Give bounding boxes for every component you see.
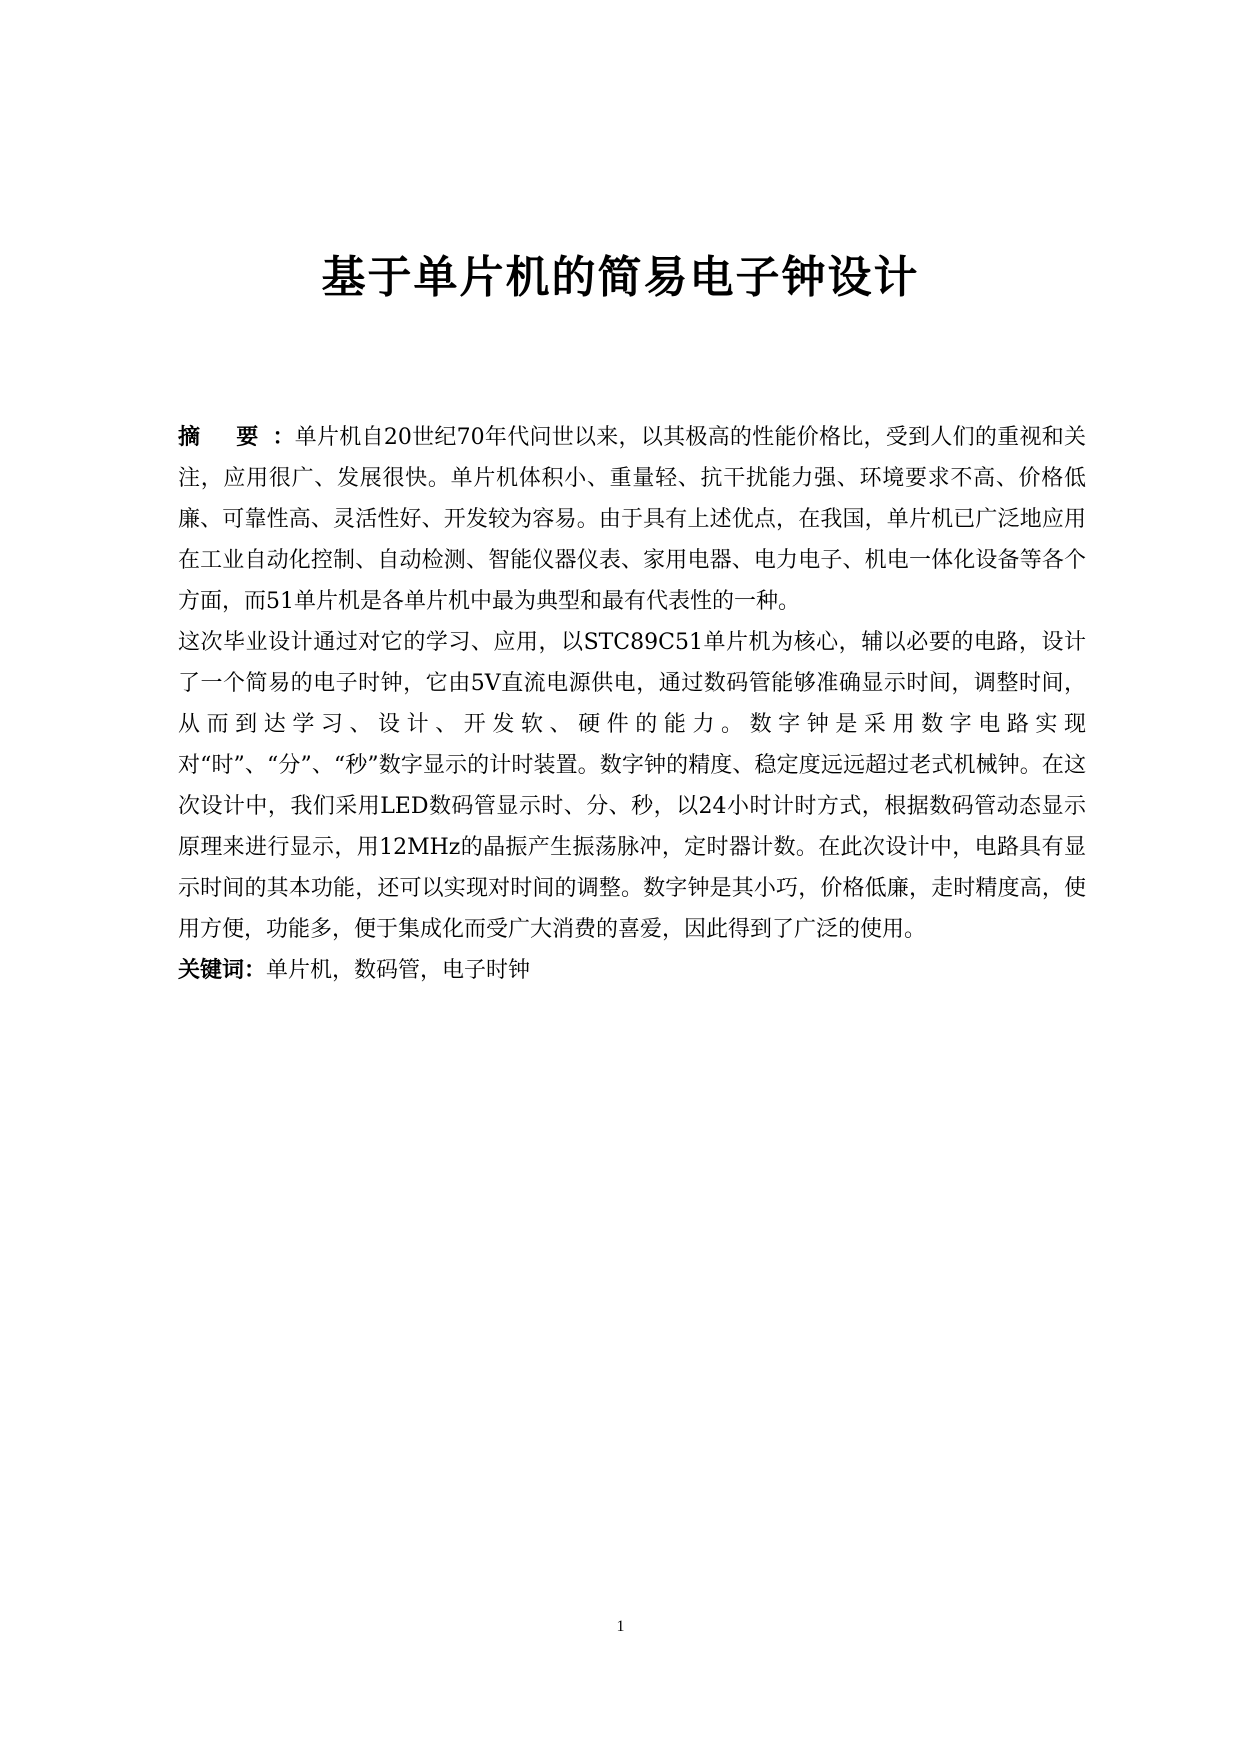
abstract-text-2: 这次毕业设计通过对它的学习、应用，以STC89C51单片机为核心，辅以必要的电路，设计了一个简易的电子时钟，它由5V直流电源供电，通过数码管能够准确显示时间，调整时间，从而到达学习、设计、开发软、硬件的能力。数字钟是采用数字电路实现对“时”、“分”、“秒”数字显示的计时装置。数字钟的精度、稳定度远远超过老式机械钟。在这次设计中，我们采用LED数码管显示时、分、秒，以24小时计时方式，根据数码管动态显示原理来进行显示，用12MHz的晶振产生振荡脉冲，定时器计数。在此次设计中，电路具有显示时间的其本功能，还可以实现对时间的调整。数字钟是其小巧，价格低廉，走时精度高，使用方便，功能多，便于集成化而受广大消费的喜爱，因此得到了广泛的使用。 <box>178 630 1086 942</box>
page-title: 基于单片机的简易电子钟设计 <box>321 252 920 303</box>
page-number: 1 <box>616 1618 625 1635</box>
abstract-label: 摘 要 <box>178 425 273 450</box>
keywords-label: 关键词 <box>178 958 245 983</box>
abstract-paragraph-2 <box>178 622 1086 950</box>
abstract-separator: ： <box>272 425 295 450</box>
abstract-text-1: 单片机自20世纪70年代问世以来，以其极高的性能价格比，受到人们的重视和关注，应用很广、发展很快。单片机体积小、重量轻、抗干扰能力强、环境要求不高、价格低廉、可靠性高、灵活性好、开发较为容易。由于具有上述优点，在我国，单片机已广泛地应用在工业自动化控制、自动检测、智能仪器仪表、家用电器、电力电子、机电一体化设备等各个方面，而51单片机是各单片机中最为典型和最有代表性的一种。 <box>178 425 1086 614</box>
abstract-section <box>178 417 1086 991</box>
keywords-line <box>178 950 1086 991</box>
abstract-paragraph-1 <box>178 417 1086 622</box>
keywords-value: 单片机，数码管，电子时钟 <box>266 958 531 983</box>
keywords-separator: ： <box>244 958 267 983</box>
